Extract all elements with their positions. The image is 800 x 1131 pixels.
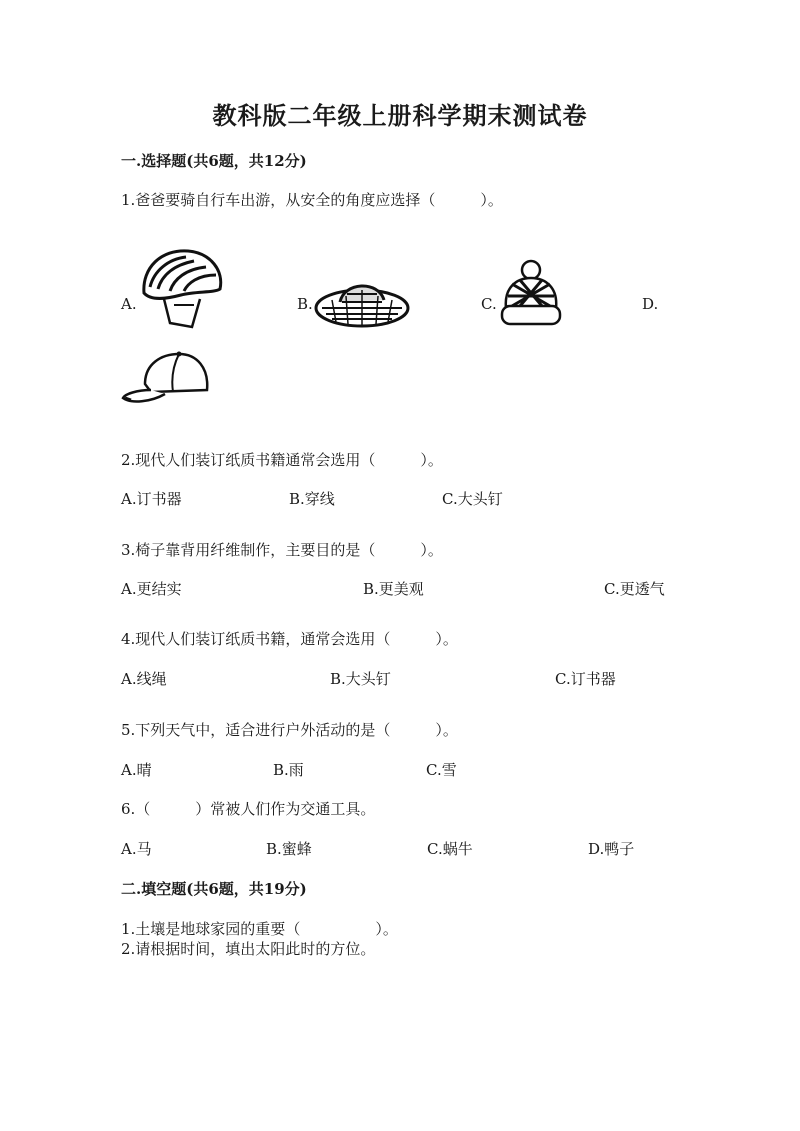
straw-hat-icon <box>312 272 412 332</box>
option-2c: C.大头钉 <box>442 490 503 508</box>
fill-item-2: 2.请根据时间，填出太阳此时的方位。 <box>121 940 376 958</box>
fill-item-1: 1.土壤是地球家园的重要（ ）。 <box>121 920 398 938</box>
question-3: 3.椅子靠背用纤维制作，主要目的是（ ）。 <box>121 541 443 559</box>
question-5: 5.下列天气中，适合进行户外活动的是（ ）。 <box>121 721 458 739</box>
option-3c: C.更透气 <box>604 580 665 598</box>
option-3a: A.更结实 <box>121 580 182 598</box>
option-3b: B.更美观 <box>363 580 424 598</box>
page-title: 教科版二年级上册科学期末测试卷 <box>212 101 588 130</box>
option-1c: C. <box>481 295 497 313</box>
option-6b: B.蜜蜂 <box>266 840 312 858</box>
option-6c: C.蜗牛 <box>427 840 473 858</box>
option-2a: A.订书器 <box>121 490 182 508</box>
section-heading-choice: 一.选择题(共6题，共12分) <box>121 152 307 170</box>
question-6: 6.（ ）常被人们作为交通工具。 <box>121 800 376 818</box>
option-5c: C.雪 <box>426 761 457 779</box>
question-1: 1.爸爸要骑自行车出游，从安全的角度应选择（ ）。 <box>121 191 503 209</box>
baseball-cap-icon <box>121 350 213 408</box>
option-5b: B.雨 <box>273 761 304 779</box>
bicycle-helmet-icon <box>136 243 226 333</box>
option-1d: D. <box>642 295 659 313</box>
option-4a: A.线绳 <box>121 670 167 688</box>
option-5a: A.晴 <box>121 761 152 779</box>
option-6d: D.鸭子 <box>588 840 635 858</box>
section-heading-fill: 二.填空题(共6题，共19分) <box>121 880 307 898</box>
option-1a: A. <box>121 295 137 313</box>
question-2: 2.现代人们装订纸质书籍通常会选用（ ）。 <box>121 451 443 469</box>
option-2b: B.穿线 <box>289 490 335 508</box>
knit-beanie-icon <box>496 258 566 330</box>
option-1b: B. <box>297 295 313 313</box>
option-6a: A.马 <box>121 840 152 858</box>
option-4b: B.大头钉 <box>330 670 391 688</box>
option-4c: C.订书器 <box>555 670 616 688</box>
question-4: 4.现代人们装订纸质书籍，通常会选用（ ）。 <box>121 630 458 648</box>
